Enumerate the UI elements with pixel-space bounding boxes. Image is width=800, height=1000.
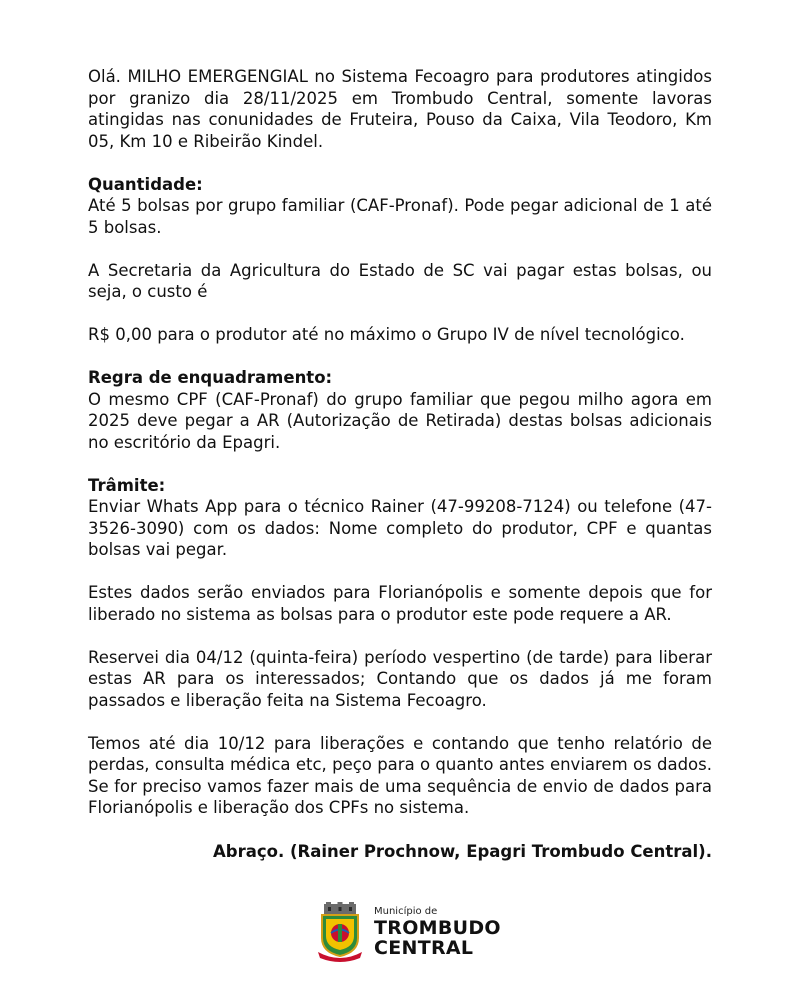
reservei-paragraph: Reservei dia 04/12 (quinta-feira) período vespertino (de tarde) para liberar estas AR para os interessados; Contando que os dados já me foram passados e liberação feita na Sistema Fecoagro.: [88, 647, 712, 710]
prazo-paragraph: Temos até dia 10/12 para liberações e contando que tenho relatório de perdas, consulta médica etc, peço para o quanto antes enviarem os dados. Se for preciso vamos fazer mais de uma sequência de envio de dados para Florianópolis e liberação dos CPFs no sistema.: [88, 733, 712, 817]
logo-text: [374, 906, 501, 958]
tramite-text: Enviar Whats App para o técnico Rainer (47-99208-7124) ou telefone (47-3526-3090) com os dados: Nome completo do produtor, CPF e quantas bolsas vai pegar.: [88, 497, 712, 559]
tramite-heading: Trâmite:: [88, 475, 166, 495]
secretaria-paragraph: A Secretaria da Agricultura do Estado de SC vai pagar estas bolsas, ou seja, o custo é: [88, 260, 712, 301]
municipal-crest-icon: [316, 902, 364, 962]
regra-heading: Regra de enquadramento:: [88, 368, 333, 387]
regra-section: [88, 367, 712, 453]
quantidade-section: [88, 174, 712, 239]
tramite-section: [88, 475, 712, 561]
dados-paragraph: Estes dados serão enviados para Florianópolis e somente depois que for liberado no sistema as bolsas para o produtor este pode requere a AR.: [88, 583, 712, 624]
municipality-logo: [316, 902, 501, 962]
intro-paragraph: Olá. MILHO EMERGENGIAL no Sistema Fecoagro para produtores atingidos por granizo dia 28/11/2025 em Trombudo Central, somente lavoras atingidas nas conunidades de Fruteira, Pouso da Caixa, Vila Teodoro, Km 05, Km 10 e Ribeirão Kindel.: [88, 67, 712, 151]
logo-line2: CENTRAL: [374, 937, 474, 959]
custo-paragraph: R$ 0,00 para o produtor até no máximo o Grupo IV de nível tecnológico.: [88, 325, 685, 344]
regra-text: O mesmo CPF (CAF-Pronaf) do grupo familiar que pegou milho agora em 2025 deve pegar a AR (Autorização de Retirada) destas bolsas adicionais no escritório da Epagri.: [88, 389, 712, 452]
logo-subtitle: Município de: [374, 906, 438, 917]
quantidade-heading: Quantidade:: [88, 174, 203, 194]
logo-line1: TROMBUDO: [374, 917, 501, 939]
quantidade-text: Até 5 bolsas por grupo familiar (CAF-Pronaf). Pode pegar adicional de 1 até 5 bolsas.: [88, 196, 712, 237]
signature: Abraço. (Rainer Prochnow, Epagri Trombudo Central).: [212, 841, 712, 861]
